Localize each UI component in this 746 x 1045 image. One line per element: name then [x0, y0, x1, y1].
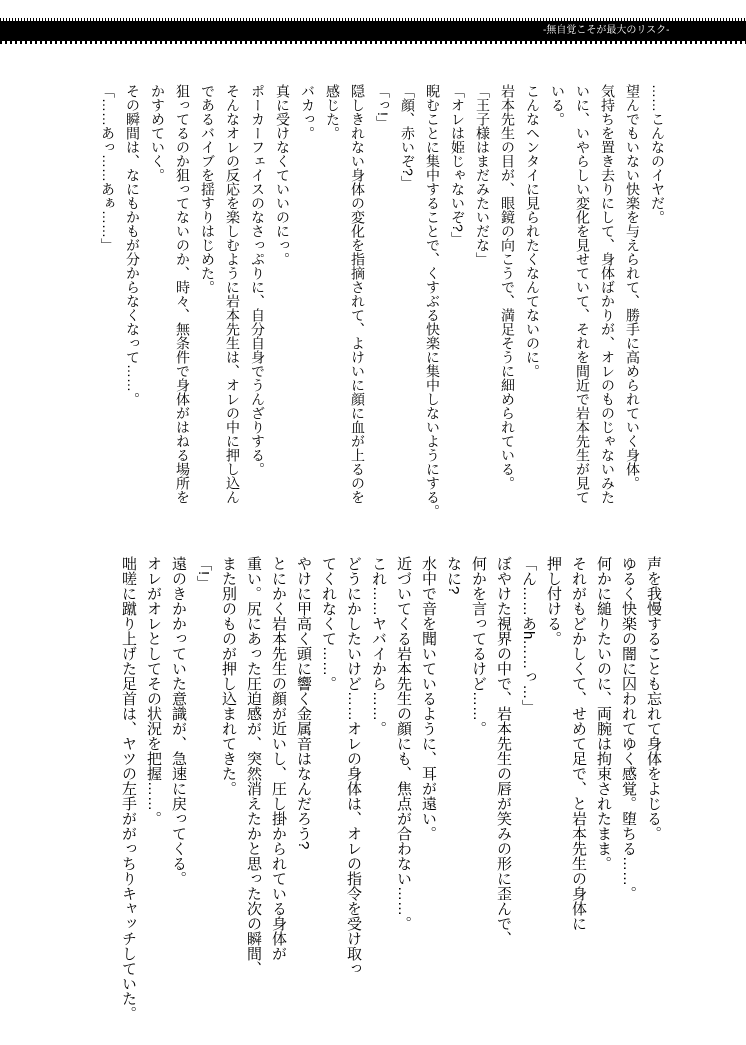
text-column: これ……ヤバイから……。	[370, 556, 387, 736]
chapter-title: -無自覚こそが最大のリスク-	[543, 25, 670, 36]
text-column: 「……あっ……あぁ……」	[100, 84, 116, 252]
text-column: 感じた。	[325, 84, 341, 140]
text-column: ゆるく快楽の闇に囚われてゆく感覚。堕ちる……。	[620, 556, 637, 901]
text-column: それがもどかしくて、せめて足で、と岩本先生の身体に	[570, 556, 587, 931]
text-column: 「ん……あh……っ…」	[520, 556, 537, 715]
text-column: どうにかしたいけど……オレの身体は、オレの指令を受け取っ	[345, 556, 362, 976]
text-column: バカっ。	[300, 84, 316, 140]
text-column: ポーカーフェイスのなさっぷりに、自分自身でうんざりする。	[250, 84, 266, 476]
text-column: 何かに縋りたいのに、両腕は拘束されたまま。	[595, 556, 612, 871]
text-column: また別のものが押し込まれてきた。	[220, 556, 237, 796]
text-column: 狙ってるのか狙ってないのか、時々、無条件で身体がはねる場所を	[175, 84, 191, 504]
text-column: オレがオレとしてその状況を把握……。	[145, 556, 162, 826]
chapter-header-bar	[0, 21, 746, 41]
text-column: 「顔、赤いぞ?」	[400, 84, 416, 190]
text-column: 何かを言ってるけど……。	[470, 556, 487, 736]
text-column: やけに甲高く頭に響く金属音はなんだろう?	[295, 556, 312, 850]
text-column: 押し付ける。	[545, 556, 562, 646]
text-column: 睨むことに集中することで、くすぶる快楽に集中しないようにする。	[425, 84, 441, 518]
text-column: なに?	[445, 556, 462, 595]
text-column: 隠しきれない身体の変化を指摘されて、よけいに顔に血が上るのを	[350, 84, 366, 504]
text-column: そんなオレの反応を楽しむように岩本先生は、オレの中に押し込ん	[225, 84, 241, 504]
text-column: 岩本先生の目が、眼鏡の向こうで、満足そうに細められている。	[500, 84, 516, 490]
text-column: ぼやけた視界の中で、岩本先生の唇が笑みの形に歪んで、	[495, 556, 512, 946]
text-column: 「王子様はまだみたいだな」	[475, 84, 491, 266]
text-column: 重い。尻にあった圧迫感が、突然消えたかと思った次の瞬間、	[245, 556, 262, 976]
text-column: 声を我慢することも忘れて身体をよじる。	[645, 556, 662, 841]
text-column: いる。	[550, 84, 566, 126]
text-column: とにかく岩本先生の顔が近いし、圧し掛かられている身体が	[270, 556, 287, 961]
text-column: てくれなくて……。	[320, 556, 337, 691]
text-column: かすめていく。	[150, 84, 166, 182]
text-block-bottom	[116, 556, 666, 1028]
text-column: ……こんなのイヤだ。	[650, 84, 666, 224]
text-column: 「っ!」	[375, 84, 391, 130]
text-block-top	[95, 84, 670, 536]
text-column: 望んでもいない快楽を与えられて、勝手に高められていく身体。	[625, 84, 641, 490]
text-column: 真に受けなくていいのにっ。	[275, 84, 291, 266]
text-column: こんなヘンタイに見られたくなんてないのに。	[525, 84, 541, 378]
text-column: 「!」	[195, 556, 212, 591]
text-column: その瞬間は、なにもかもが分からなくなって……。	[125, 84, 141, 406]
text-column: 近づいてくる岩本先生の顔にも、焦点が合わない……。	[395, 556, 412, 931]
text-column: 水中で音を聞いているように、耳が遠い。	[420, 556, 437, 841]
text-column: 遠のきかかっていた意識が、急速に戻ってくる。	[170, 556, 187, 886]
text-column: いに、いやらしい変化を見せていて、それを間近で岩本先生が見て	[575, 84, 591, 504]
text-column: であるバイブを揺すりはじめた。	[200, 84, 216, 294]
text-column: 「オレは姫じゃないぞ?」	[450, 84, 466, 246]
text-column: 気持ちを置き去りにして、身体ばかりが、オレのものじゃないみた	[600, 84, 616, 504]
text-column: 咄嗟に蹴り上げた足首は、ヤツの左手ががっちりキャッチしていた。	[120, 556, 137, 1021]
